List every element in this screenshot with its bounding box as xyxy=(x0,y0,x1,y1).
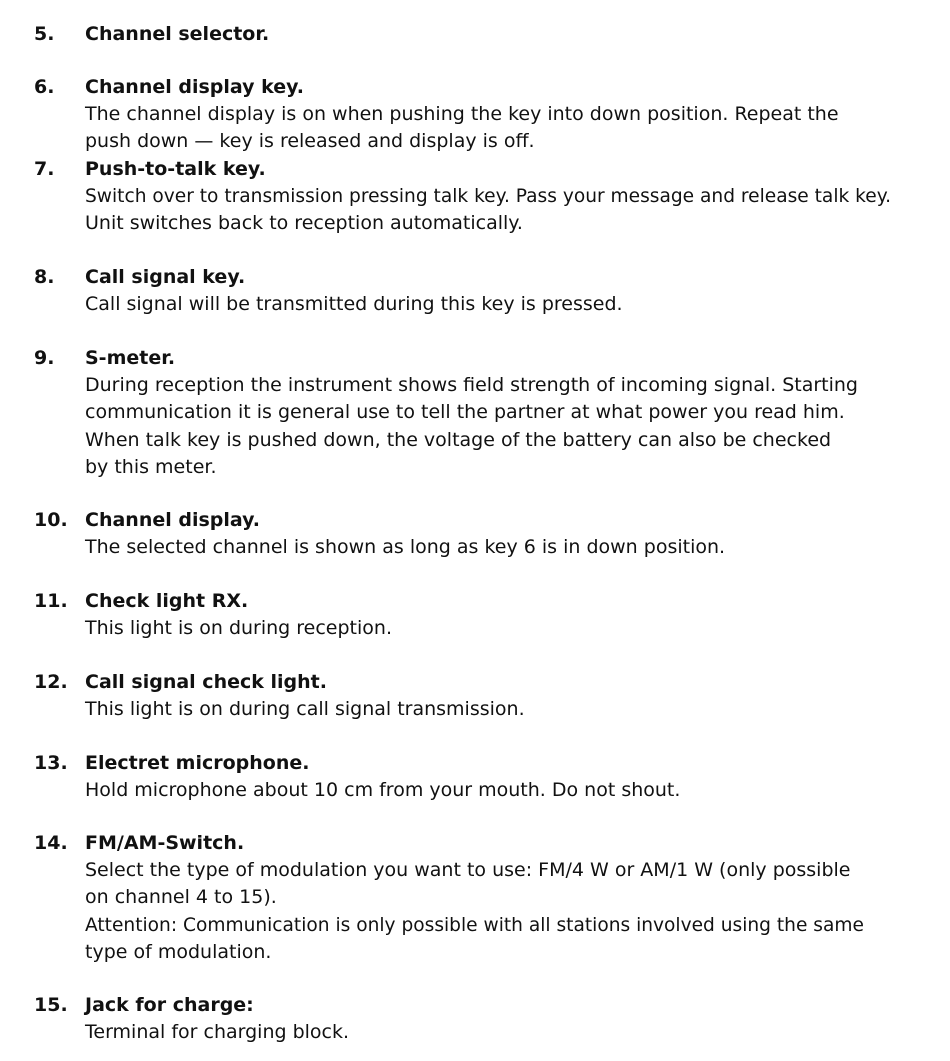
description-line: The channel display is on when pushing the key into down position. Repeat the xyxy=(85,103,839,125)
item-description xyxy=(85,534,945,561)
item-title: Electret microphone. xyxy=(85,752,310,774)
item-description xyxy=(85,615,945,642)
description-line: type of modulation. xyxy=(85,940,272,963)
item-title: Channel selector. xyxy=(85,23,270,45)
description-line: This light is on during reception. xyxy=(85,617,392,639)
item-number: 13. xyxy=(34,752,68,774)
item-number: 6. xyxy=(34,76,55,98)
description-line: push down — key is released and display is off. xyxy=(85,130,535,153)
item-description xyxy=(85,696,945,723)
item-title: Call signal key. xyxy=(85,266,246,288)
description-line: by this meter. xyxy=(85,455,217,478)
item-title: FM/AM-Switch. xyxy=(85,832,245,854)
item-number: 7. xyxy=(34,158,55,180)
item-number: 9. xyxy=(34,347,55,369)
item-number: 10. xyxy=(34,509,68,531)
item-number: 5. xyxy=(34,23,55,45)
description-line: Terminal for charging block. xyxy=(85,1021,350,1043)
description-line: on channel 4 to 15). xyxy=(85,886,277,909)
description-line: communication it is general use to tell the partner at what power you read him. xyxy=(85,401,845,424)
item-description xyxy=(85,183,945,238)
description-line: Select the type of modulation you want to use: FM/4 W or AM/1 W (only possible xyxy=(85,859,851,881)
item-title: Channel display. xyxy=(85,509,260,531)
description-line: Hold microphone about 10 cm from your mouth. Do not shout. xyxy=(85,779,681,801)
item-number: 15. xyxy=(34,994,68,1016)
item-number: 12. xyxy=(34,671,68,693)
item-title: Channel display key. xyxy=(85,76,305,98)
item-description xyxy=(85,857,945,966)
item-number: 14. xyxy=(34,832,68,854)
description-line: This light is on during call signal transmission. xyxy=(85,698,525,720)
description-line: Call signal will be transmitted during this key is pressed. xyxy=(85,293,623,315)
item-description xyxy=(85,291,945,318)
item-title: S-meter. xyxy=(85,347,176,369)
item-description xyxy=(85,372,945,481)
item-description xyxy=(85,1019,945,1046)
item-number: 8. xyxy=(34,266,55,288)
description-line: Switch over to transmission pressing talk key. Pass your message and release talk key. xyxy=(85,186,891,207)
description-line: The selected channel is shown as long as key 6 is in down position. xyxy=(85,536,726,558)
description-line: During reception the instrument shows field strength of incoming signal. Starting xyxy=(85,374,858,396)
item-title: Call signal check light. xyxy=(85,671,327,693)
description-line: Unit switches back to reception automatically. xyxy=(85,212,523,235)
item-number: 11. xyxy=(34,590,68,612)
item-title: Jack for charge: xyxy=(85,994,254,1016)
description-line: When talk key is pushed down, the voltage of the battery can also be checked xyxy=(85,428,832,451)
item-description xyxy=(85,101,945,156)
item-title: Check light RX. xyxy=(85,590,249,612)
item-title: Push-to-talk key. xyxy=(85,158,266,180)
item-description xyxy=(85,777,945,804)
description-line: Attention: Communication is only possible with all stations involved using the same xyxy=(85,914,864,936)
